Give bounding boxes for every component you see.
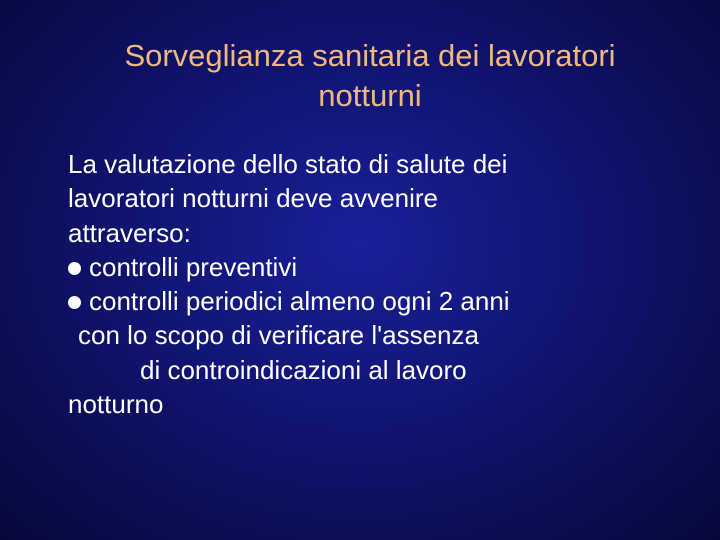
- bullet-text: controlli preventivi: [89, 251, 298, 282]
- intro-line-1: La valutazione dello stato di salute dei: [68, 149, 508, 179]
- slide-title: [40, 36, 700, 116]
- bullet-text: controlli periodici almeno ogni 2 anni: [89, 286, 510, 317]
- title-line-1: Sorveglianza sanitaria dei lavoratori: [124, 38, 616, 73]
- bullet-item: [68, 284, 688, 318]
- intro-line-2: lavoratori notturni deve avvenire: [68, 183, 438, 214]
- closing-line-2: di controindicazioni al lavoro: [140, 354, 467, 385]
- bullet-item: [68, 250, 688, 284]
- bullet-dot-icon: [68, 262, 81, 275]
- slide-body: [68, 147, 688, 421]
- closing-line-3: notturno: [68, 389, 164, 420]
- bullet-dot-icon: [68, 296, 81, 309]
- title-line-2: notturni: [318, 78, 422, 113]
- intro-line-3: attraverso:: [68, 217, 191, 248]
- closing-line-1: con lo scopo di verificare l'assenza: [78, 320, 479, 351]
